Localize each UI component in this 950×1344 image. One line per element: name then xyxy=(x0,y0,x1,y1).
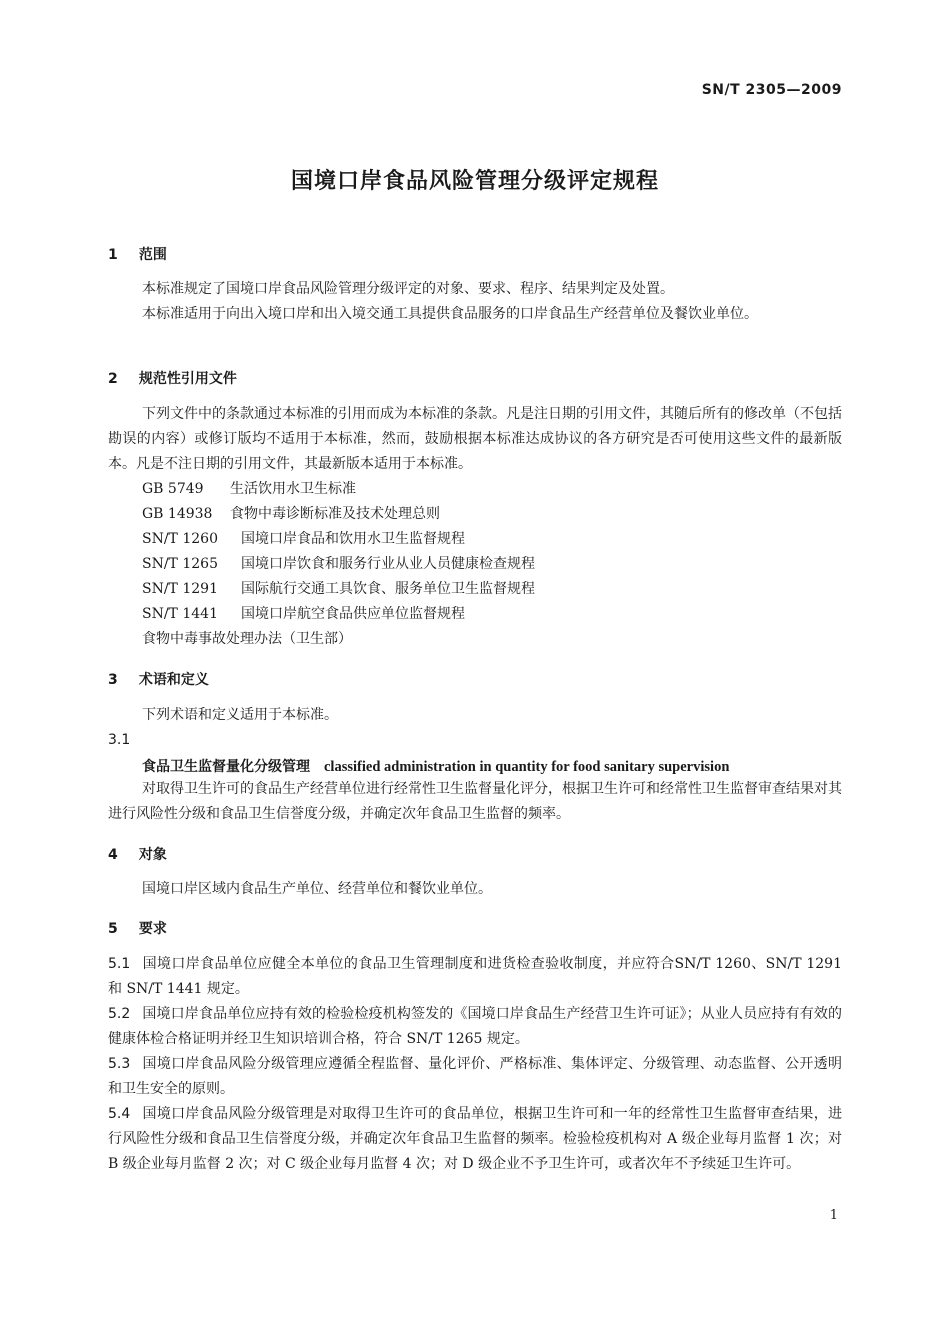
reference-name: 国际航行交通工具饮食、服务单位卫生监督规程 xyxy=(241,581,535,597)
scope-para-2: 本标准适用于向出入境口岸和出入境交通工具提供食品服务的口岸食品生产经营单位及餐饮业单位。 xyxy=(142,306,758,322)
document-title: 国境口岸食品风险管理分级评定规程 xyxy=(290,169,659,194)
reference-name: 国境口岸食品和饮用水卫生监督规程 xyxy=(241,531,465,547)
standard-code: SN/T 2305—2009 xyxy=(701,82,842,98)
reference-code: GB 5749 xyxy=(142,481,204,497)
term-english: classified administration in quantity for food sanitary supervision xyxy=(324,759,730,775)
page-number: 1 xyxy=(829,1208,838,1223)
section-1-heading xyxy=(108,244,167,264)
section-title: 对象 xyxy=(138,847,167,863)
clause-text: 国境口岸食品单位应持有效的检验检疫机构签发的《国境口岸食品生产经营卫生许可证》；从业人员应持有有效的健康体检合格证明并经卫生知识培训合格，符合 SN/T 1265 规定。 xyxy=(108,1006,842,1047)
section-number: 4 xyxy=(108,847,118,863)
scope-para-1: 本标准规定了国境口岸食品风险管理分级评定的对象、要求、程序、结果判定及处置。 xyxy=(142,281,674,297)
section-number: 3 xyxy=(108,672,118,688)
section-title: 范围 xyxy=(138,247,167,263)
terms-intro: 下列术语和定义适用于本标准。 xyxy=(142,707,338,723)
clause-number: 5.3 xyxy=(108,1056,131,1072)
reference-code: SN/T 1260 xyxy=(142,531,218,547)
section-number: 5 xyxy=(108,921,118,937)
clause-5-3 xyxy=(108,1052,842,1102)
reference-name: 生活饮用水卫生标准 xyxy=(230,481,356,497)
references-intro: 下列文件中的条款通过本标准的引用而成为本标准的条款。凡是注日期的引用文件，其随后所有的修改单（不包括勘误的内容）或修订版均不适用于本标准，然而，鼓励根据本标准达成协议的各方研究是否可使用这些文件的最新版本。凡是不注日期的引用文件，其最新版本适用于本标准。 xyxy=(108,406,842,472)
reference-code: SN/T 1291 xyxy=(142,581,218,597)
section-title: 术语和定义 xyxy=(138,672,209,688)
clause-number: 5.4 xyxy=(108,1106,131,1122)
reference-code: GB 14938 xyxy=(142,506,213,522)
section-number: 1 xyxy=(108,247,118,263)
clause-number: 5.1 xyxy=(108,956,131,972)
section-3-heading xyxy=(108,669,209,689)
section-4-heading xyxy=(108,844,167,864)
reference-name: 食物中毒事故处理办法（卫生部） xyxy=(142,631,352,647)
section-title: 要求 xyxy=(138,921,167,937)
term-definition: 对取得卫生许可的食品生产经营单位进行经常性卫生监督量化评分，根据卫生许可和经常性卫生监督审查结果对其进行风险性分级和食品卫生信誉度分级，并确定次年食品卫生监督的频率。 xyxy=(108,781,842,822)
reference-name: 食物中毒诊断标准及技术处理总则 xyxy=(230,506,440,522)
reference-item xyxy=(142,602,465,627)
section-5-heading xyxy=(108,918,167,938)
reference-item xyxy=(142,627,352,652)
clause-5-1 xyxy=(108,952,842,1002)
reference-item xyxy=(142,577,535,602)
term-chinese: 食品卫生监督量化分级管理 xyxy=(142,759,310,775)
reference-name: 国境口岸航空食品供应单位监督规程 xyxy=(241,606,465,622)
section-number: 2 xyxy=(108,371,118,387)
clause-text: 国境口岸食品单位应健全本单位的食品卫生管理制度和进货检查验收制度，并应符合SN/T 1260、SN/T 1291 和 SN/T 1441 规定。 xyxy=(108,956,842,997)
object-para: 国境口岸区域内食品生产单位、经营单位和餐饮业单位。 xyxy=(142,881,492,897)
clause-number: 5.2 xyxy=(108,1006,131,1022)
reference-item xyxy=(142,502,440,527)
reference-item xyxy=(142,527,465,552)
clause-text: 国境口岸食品风险分级管理是对取得卫生许可的食品单位，根据卫生许可和一年的经常性卫生监督审查结果，进行风险性分级和食品卫生信誉度分级，并确定次年食品卫生监督的频率。检验检疫机构对 A 级企业每月监督 1 次；对 B 级企业每月监督 2 次；对 C 级企业每月监督 4 次；对 D 级企业不予卫生许可，或者次年不予续延卫生许可。 xyxy=(108,1106,842,1172)
reference-code: SN/T 1265 xyxy=(142,556,218,572)
term-entry xyxy=(142,756,729,776)
term-number: 3.1 xyxy=(108,732,131,748)
clause-5-2 xyxy=(108,1002,842,1052)
section-title: 规范性引用文件 xyxy=(138,371,237,387)
reference-item xyxy=(142,552,535,577)
clause-text: 国境口岸食品风险分级管理应遵循全程监督、量化评价、严格标准、集体评定、分级管理、动态监督、公开透明和卫生安全的原则。 xyxy=(108,1056,842,1097)
reference-name: 国境口岸饮食和服务行业从业人员健康检查规程 xyxy=(241,556,535,572)
section-2-heading xyxy=(108,368,237,388)
clause-5-4 xyxy=(108,1102,842,1177)
reference-item xyxy=(142,477,356,502)
reference-code: SN/T 1441 xyxy=(142,606,218,622)
